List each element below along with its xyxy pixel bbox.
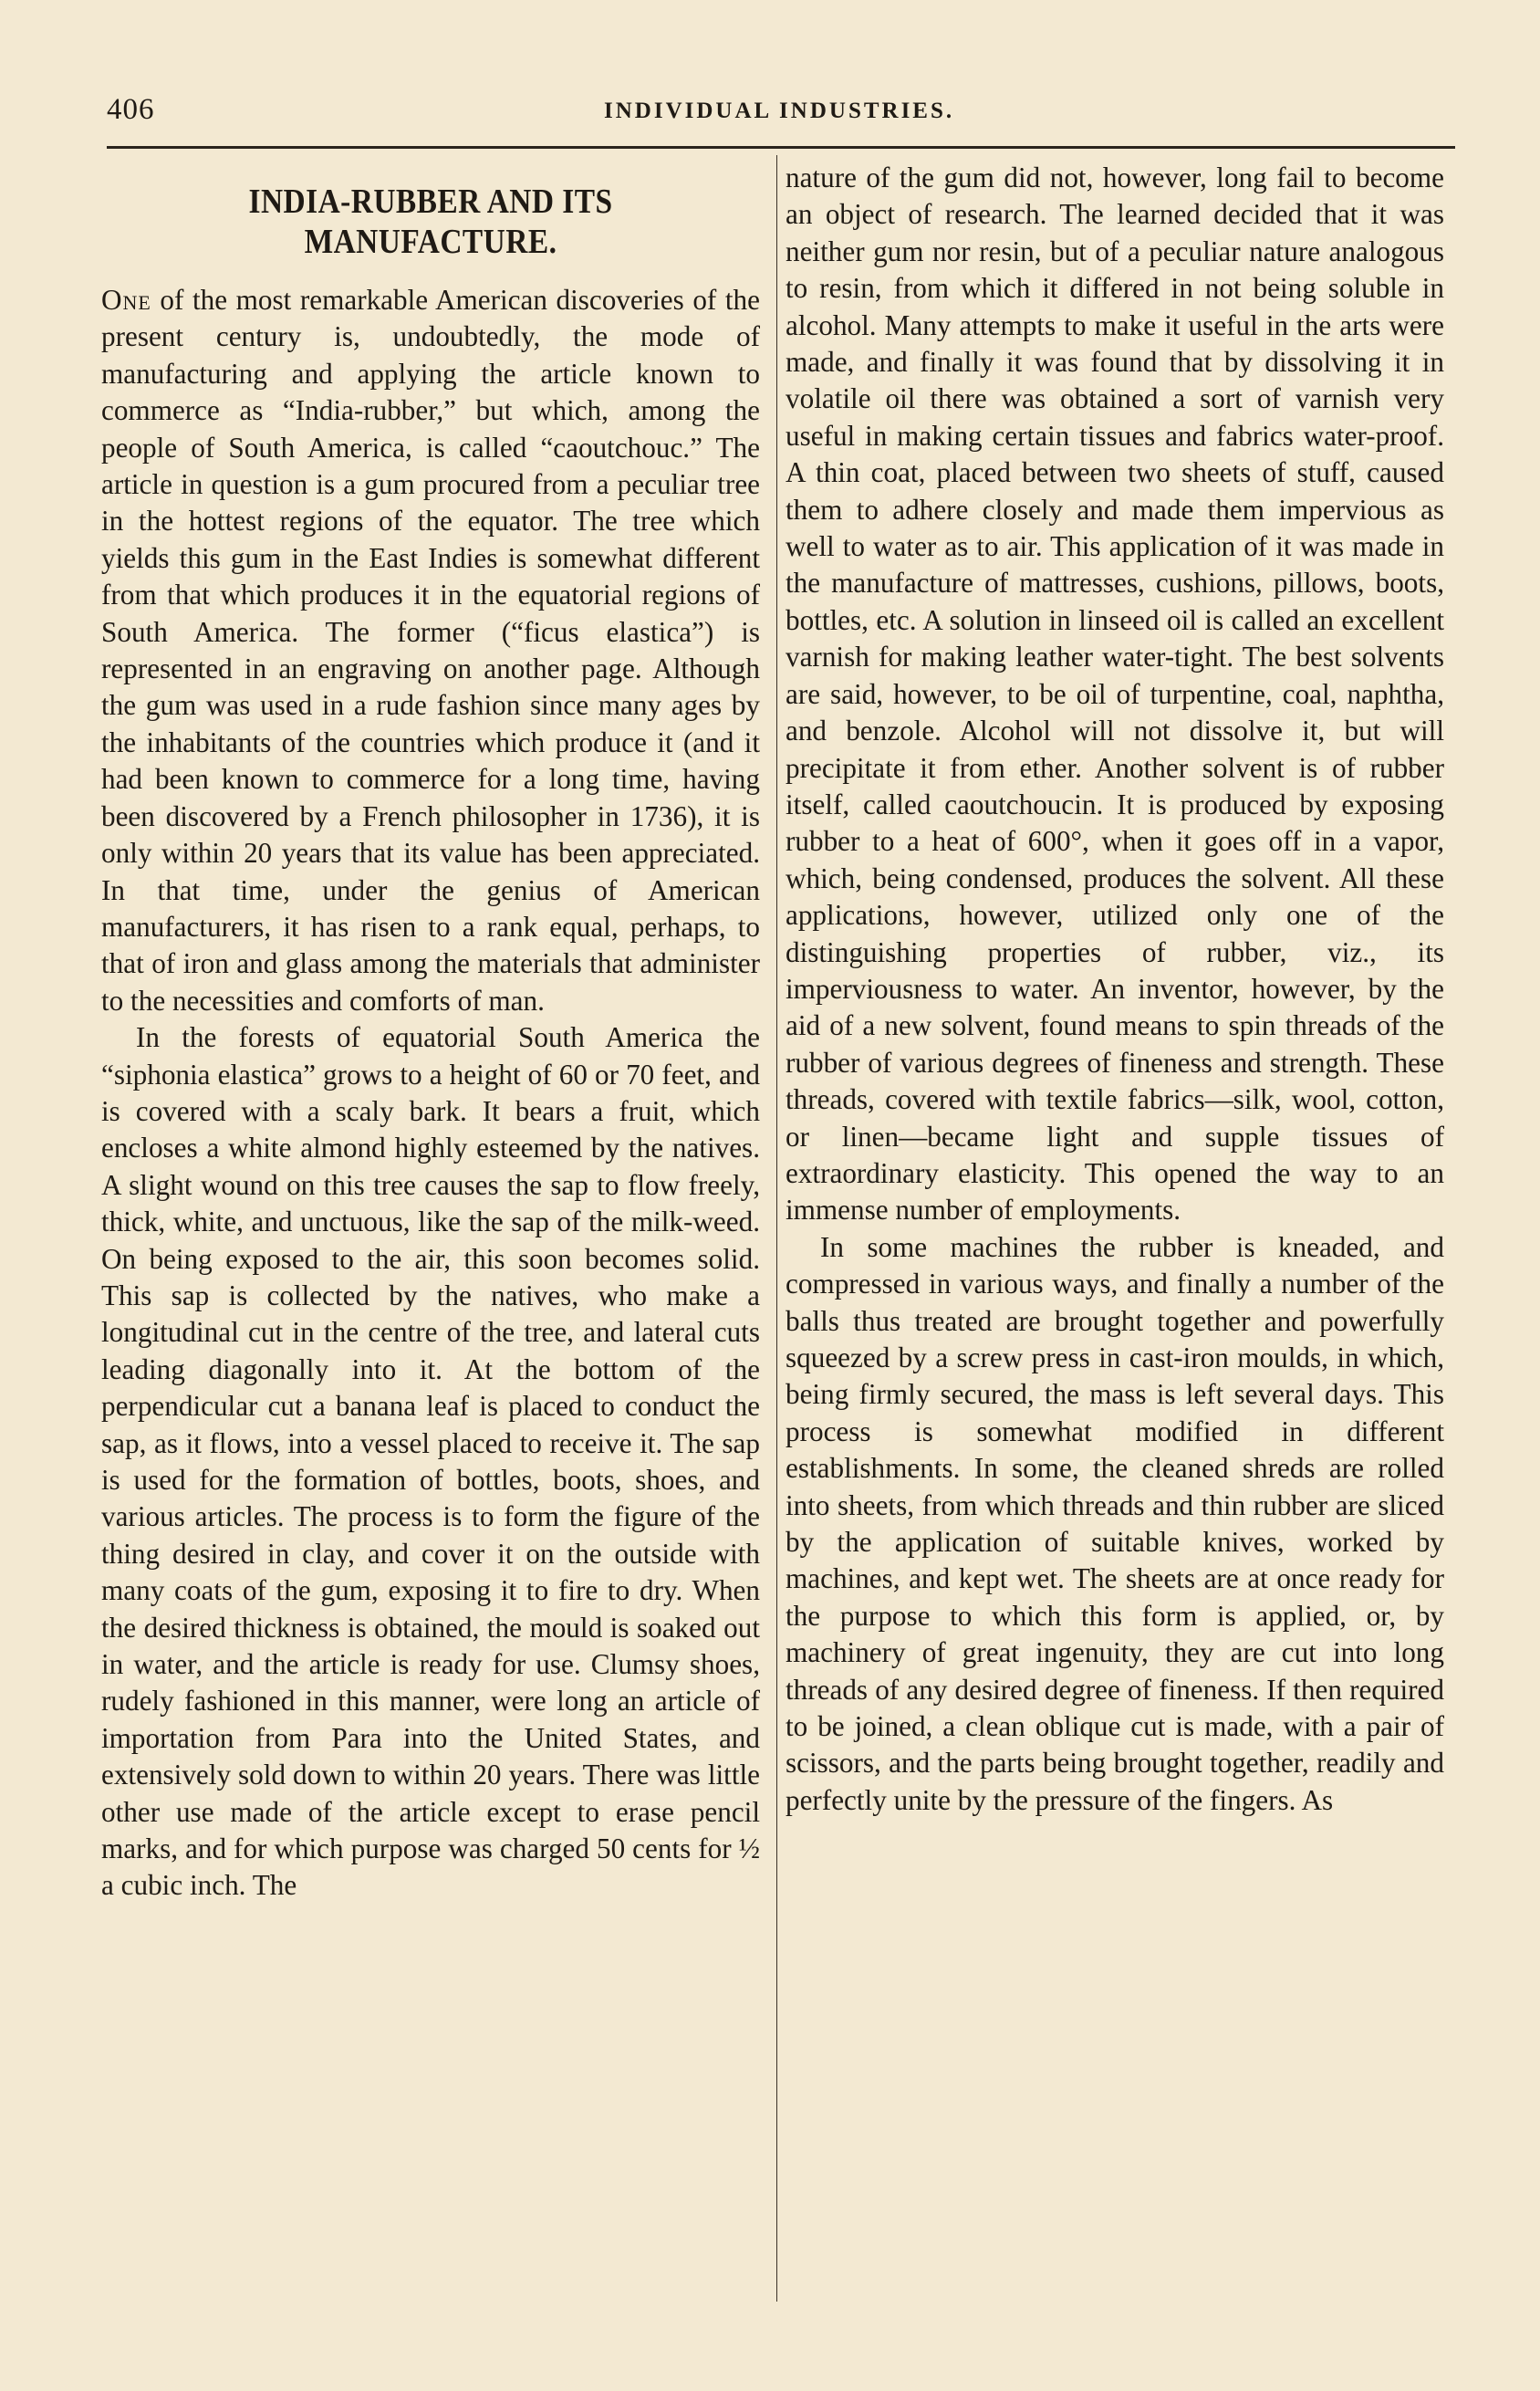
paragraph-intro	[101, 282, 760, 1019]
column-divider	[776, 155, 777, 2302]
article-title: INDIA-RUBBER AND ITS MANUFACTURE.	[248, 183, 613, 261]
running-title: INDIVIDUAL INDUSTRIES.	[604, 99, 955, 123]
header-rule	[107, 146, 1455, 149]
running-head	[107, 93, 1455, 133]
paragraph-intro-text: of the most remarkable American discoveries of the present century is, undoubtedly, the mode of manufacturing and applying the article known to commerce as “India-rubber,” but which, among the people of South America, is called “caoutchouc.” The article in question is a gum procured from a peculiar tree in the hottest regions of the equator. The tree which yields this gum in the East Indies is somewhat different from that which produces it in the equatorial regions of South America. The former (“ficus elastica”) is represented in an engraving on another page. Although the gum was used in a rude fashion since many ages by the inhabitants of the countries which produce it (and it had been known to commerce for a long time, having been discovered by a French philosopher in 1736), it is only within 20 years that its value has been appreciated. In that time, under the genius of American manufacturers, it has risen to a rank equal, perhaps, to that of iron and glass among the materials that administer to the necessities and comforts of man.	[101, 284, 760, 1017]
paragraph-forests: In the forests of equatorial South America the “siphonia elastica” grows to a height of 60 or 70 feet, and is covered with a scaly bark. It bears a fruit, which encloses a white almond highly esteemed by the natives. A slight wound on this tree causes the sap to flow freely, thick, white, and unctuous, like the sap of the milk-weed. On being exposed to the air, this soon becomes solid. This sap is collected by the natives, who make a longitudinal cut in the centre of the tree, and lateral cuts leading diagonally into it. At the bottom of the perpendicular cut a banana leaf is placed to conduct the sap, as it flows, into a vessel placed to receive it. The sap is used for the formation of bottles, boots, shoes, and various articles. The process is to form the figure of the thing desired in clay, and cover it on the outside with many coats of the gum, exposing it to fire to dry. When the desired thickness is obtained, the mould is soaked out in water, and the article is ready for use. Clumsy shoes, rudely fashioned in this manner, were long an article of importation from Para into the United States, and extensively sold down to within 20 years. There was little other use made of the article except to erase pencil marks, and for which purpose was charged 50 cents for ½ a cubic inch. The	[101, 1021, 760, 1902]
right-column	[786, 160, 1444, 1819]
page-number: 406	[107, 93, 155, 126]
lead-word: One	[101, 284, 151, 316]
paragraph-machines: In some machines the rubber is kneaded, and compressed in various ways, and finally a number of the balls thus treated are brought together and powerfully squeezed by a screw press in cast-iron moulds, in which, being firmly secured, the mass is left several days. This process is somewhat modified in different establishments. In some, the cleaned shreds are rolled into sheets, from which threads and thin rubber are sliced by the application of suitable knives, worked by machines, and kept wet. The sheets are at once ready for the purpose to which this form is applied, or, by machinery of great ingenuity, they are cut into long threads of any desired degree of fineness. If then required to be joined, a clean oblique cut is made, with a pair of scissors, and the parts being brought together, readily and perfectly unite by the pressure of the fingers. As	[786, 1230, 1444, 1816]
paragraph-research: nature of the gum did not, however, long fail to become an object of research. The learned decided that it was neither gum nor resin, but of a peculiar nature analogous to resin, from which it differed in not being soluble in alcohol. Many attempts to make it useful in the arts were made, and finally it was found that by dissolving it in volatile oil there was obtained a sort of varnish very useful in making certain tissues and fabrics water-proof. A thin coat, placed between two sheets of stuff, caused them to adhere closely and made them impervious as well to water as to air. This application of it was made in the manufacture of mattresses, cushions, pillows, boots, bottles, etc. A solution in linseed oil is called an excellent varnish for making leather water-tight. The best solvents are said, however, to be oil of turpentine, coal, naphtha, and benzole. Alcohol will not dissolve it, but will precipitate it from ether. Another solvent is of rubber itself, called caoutchoucin. It is produced by exposing rubber to a heat of 600°, when it goes off in a vapor, which, being condensed, produces the solvent. All these applications, however, utilized only one of the distinguishing properties of rubber, viz., its imperviousness to water. An inventor, however, by the aid of a new solvent, found means to spin threads of the rubber of various degrees of fineness and strength. These threads, covered with textile fabrics—silk, wool, cotton, or linen—became light and supple tissues of extraordinary elasticity. This opened the way to an immense number of employments.	[786, 162, 1444, 1227]
left-column	[101, 160, 760, 1905]
